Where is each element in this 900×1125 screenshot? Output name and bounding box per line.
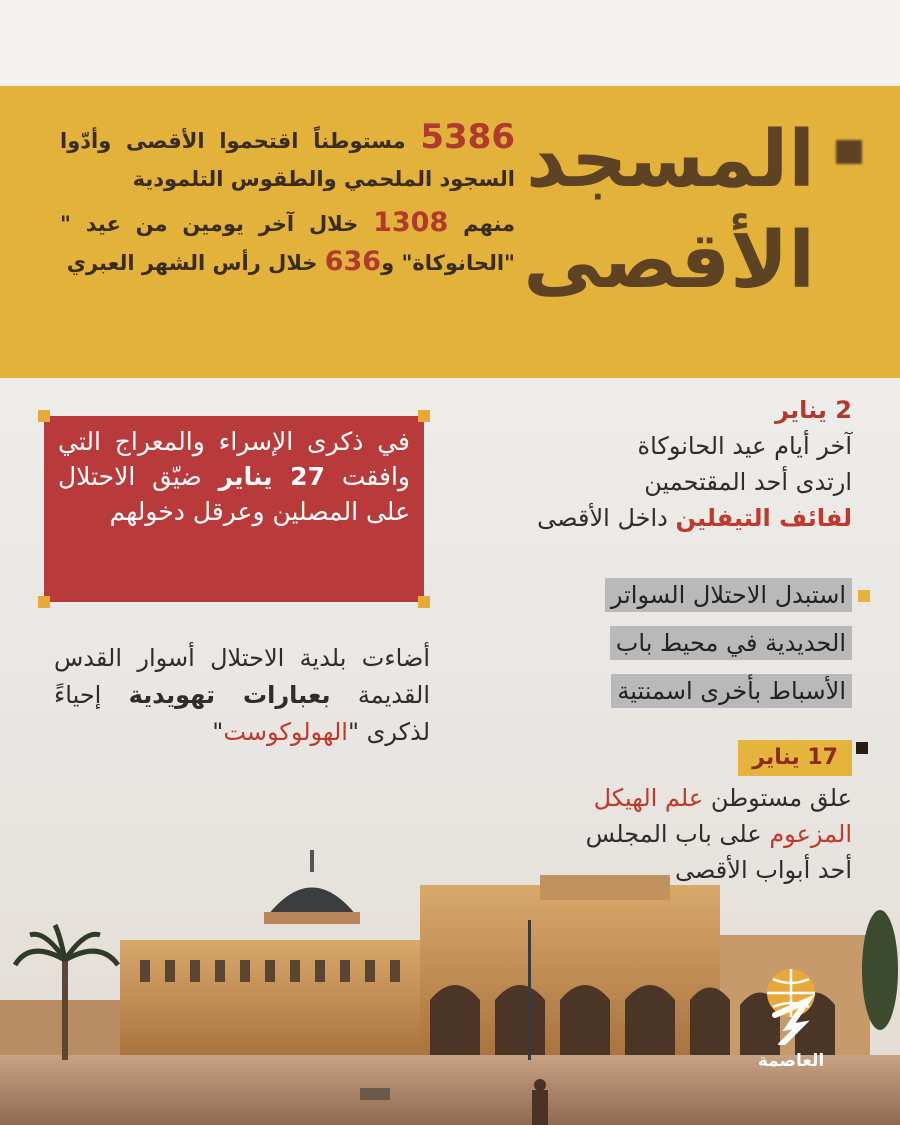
header-summary	[60, 118, 515, 288]
isra-miraj-box	[44, 416, 424, 602]
corner-mark	[38, 596, 50, 608]
event-line: داخل الأقصى	[537, 504, 668, 532]
bullet-square-icon	[856, 742, 868, 754]
page-title	[515, 110, 815, 313]
note-text-b: إحياءً لذكرى "	[54, 681, 430, 746]
logo-text: العاصمة	[757, 1051, 825, 1071]
event-date-badge: 17 يناير	[738, 740, 852, 776]
event-date: 2 يناير	[775, 396, 852, 424]
count-new-month: 636	[324, 246, 382, 277]
temple-flag-highlight: علم الهيكل	[593, 784, 704, 812]
judaization-phrases: بعبارات تهويدية	[128, 681, 331, 709]
globe-logo-icon	[761, 965, 821, 1045]
corner-mark	[38, 410, 50, 422]
summary-text-2a: منهم	[463, 212, 516, 236]
event-line: ارتدى أحد المقتحمين	[644, 468, 852, 496]
tefillin-highlight: لفائف التيفلين	[675, 504, 852, 532]
note-line: استبدل الاحتلال السواتر	[605, 578, 852, 612]
event-line: آخر أيام عيد الحانوكاة	[637, 432, 852, 460]
corner-mark	[418, 410, 430, 422]
count-hanukkah: 1308	[373, 207, 449, 238]
holocaust-note	[54, 640, 430, 751]
corner-mark	[418, 596, 430, 608]
bullet-square-icon	[858, 590, 870, 602]
event-text: على باب المجلس	[585, 820, 762, 848]
note-text-a: أضاءت بلدية الاحتلال أسوار القدس القديمة	[54, 644, 430, 709]
note-text-c: "	[212, 718, 224, 746]
barriers-note	[442, 578, 852, 722]
note-line: الأسباط بأخرى اسمنتية	[611, 674, 852, 708]
title-line-1: المسجد	[526, 115, 815, 205]
settlers-count: 5386	[420, 117, 515, 157]
note-line: الحديدية في محيط باب	[610, 626, 852, 660]
redbox-text-b: ضيّق الاحتلال على المصلين وعرقل دخولهم	[58, 462, 410, 526]
summary-paragraph-2	[60, 204, 515, 282]
title-line-2: الأقصى	[523, 216, 815, 307]
alleged-highlight: المزعوم	[769, 820, 852, 848]
redbox-date: 27 يناير	[218, 462, 325, 491]
redbox-text-a: في ذكرى الإسراء والمعراج التي وافقت	[58, 427, 410, 491]
summary-paragraph-1	[60, 118, 515, 198]
event-text: علق مستوطن	[710, 784, 852, 812]
summary-text-1: مستوطناً اقتحموا الأقصى وأدّوا السجود الملحمي والطقوس التلمودية	[60, 129, 515, 191]
title-bullet	[836, 140, 862, 164]
summary-text-2c: خلال رأس الشهر العبري	[66, 251, 318, 275]
holocaust-highlight: الهولوكوست	[223, 718, 348, 746]
event-text: أحد أبواب الأقصى	[674, 856, 852, 884]
summary-text-2b: خلال آخر يومين من عيد " "الحانوكاة" و	[60, 212, 515, 275]
al-asima-logo	[756, 965, 826, 1071]
event-jan-2	[442, 392, 852, 536]
